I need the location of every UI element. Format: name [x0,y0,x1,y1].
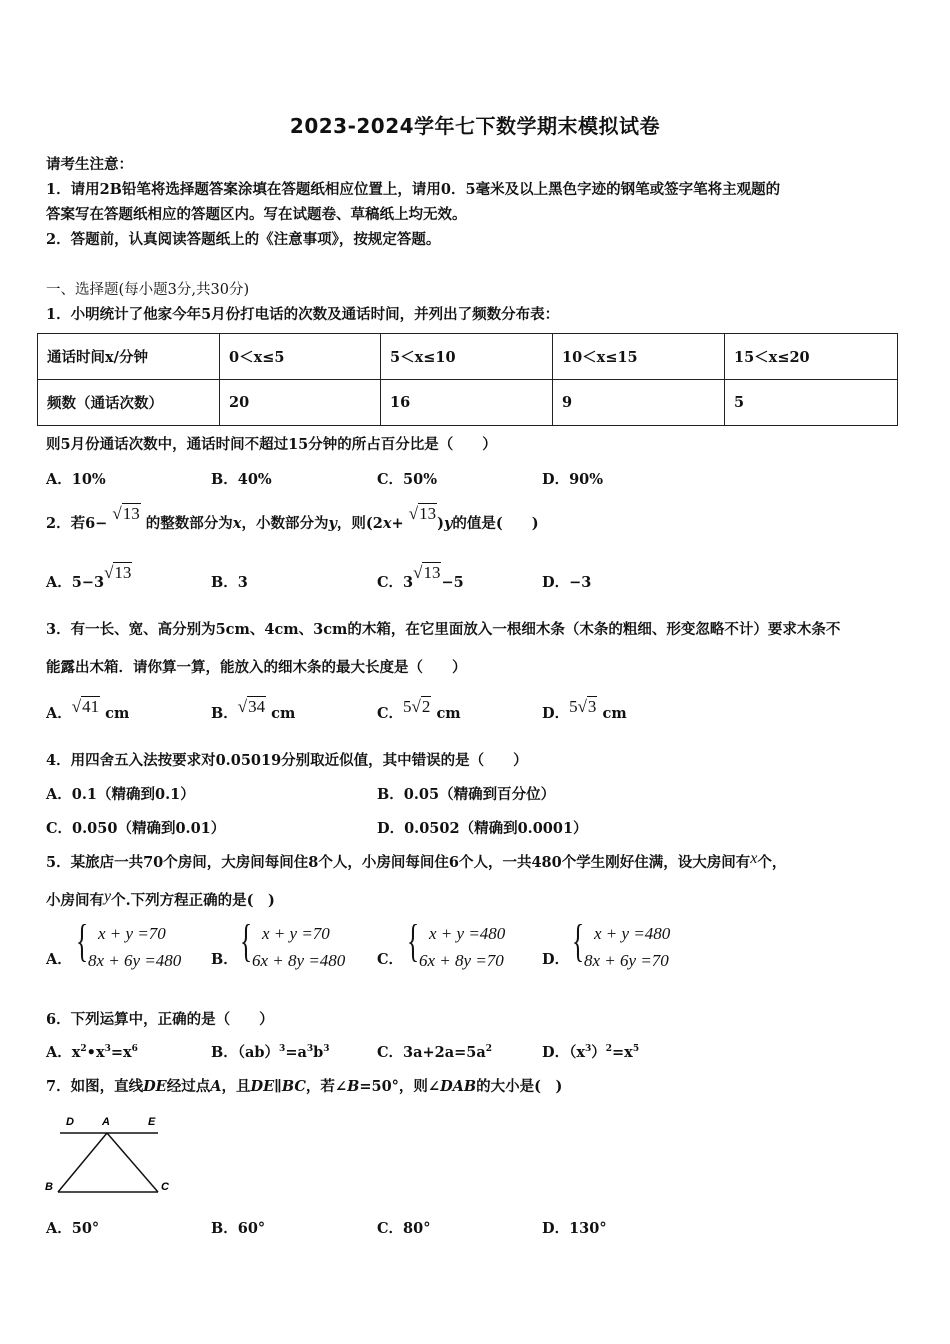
point-label-e: E [148,1116,156,1128]
point-label-a: A [102,1116,110,1128]
text: A．x [46,1044,81,1061]
sqrt-41: √41 [71,697,100,716]
table-cell: 0＜x≤5 [220,334,381,380]
sqrt-13: √13 [413,563,441,582]
q6-stem: 6．下列运算中，正确的是（ ） [46,1011,274,1028]
text: C．3a+2a=5a [377,1044,486,1061]
superscript: 2 [80,1044,87,1055]
section-heading: 一、选择题(每小题3分,共30分) [46,282,250,298]
q5-line-1 [46,851,786,872]
equation: x + y =70 [262,924,330,943]
q3-option-b [211,697,296,723]
text: =a [285,1044,307,1061]
var-x: x [750,850,758,867]
radicand: 13 [114,563,132,582]
q1-option-c: C．50% [377,471,437,488]
text: 经过点 [166,1078,211,1095]
q5-option-a-label: A． [46,951,72,968]
page-title: 2023-2024学年七下数学期末模拟试卷 [289,114,661,138]
q2-mid2: ，小数部分为 [241,515,329,532]
q6-option-d [542,1041,639,1062]
text: =x [612,1044,633,1061]
table-cell: 10＜x≤15 [553,334,725,380]
q7-option-c: C．80° [377,1220,431,1237]
var-y: y [104,888,112,905]
q1-option-a: A．10% [46,471,106,488]
text: •x [86,1044,105,1061]
q6-option-c [377,1041,492,1062]
q7-figure [40,1110,190,1200]
table-cell: 15＜x≤20 [725,334,898,380]
superscript: 3 [323,1044,330,1055]
q3-option-label: A． [46,705,72,722]
q7-option-a: A．50° [46,1220,100,1237]
table-cell: 5 [725,380,898,426]
text: ，若∠ [305,1078,348,1095]
q5-line-2-post: 个.下列方程正确的是( ) [111,892,275,909]
q1-option-d: D．90% [542,471,604,488]
plus: + [391,515,404,532]
equation: 8x + 6y =480 [88,951,182,970]
radicand: 3 [587,697,597,716]
superscript: 2 [605,1044,613,1055]
q2-mid3: ，则(2 [336,515,383,532]
unit: cm [105,705,130,722]
q4-option-d: D．0.0502（精确到0.0001） [377,820,588,837]
text: b [313,1044,324,1061]
radicand: 41 [82,697,100,716]
text: D．（x [542,1044,585,1061]
sqrt-34: √34 [237,697,266,716]
point-label-c: C [161,1181,169,1193]
q4-option-b: B．0.05（精确到百分位） [377,786,556,803]
q2-post3: 的值是( ) [452,515,539,532]
frequency-table [37,333,898,426]
q3-option-a [46,697,130,723]
q7-option-b: B．60° [211,1220,266,1237]
notice-line-2: 2．答题前，认真阅读答题纸上的《注意事项》，按规定答题。 [46,231,441,248]
radicand: 2 [421,697,431,716]
q2-pre: 2．若6− [46,515,108,532]
coef: 5 [403,697,412,716]
q3-option-label: C． [377,705,404,722]
q5-line-1-end: 个， [757,854,787,871]
q2-option-a-text: A．5−3 [46,574,105,591]
var: A [210,1078,222,1095]
sqrt-13: √13 [112,504,140,523]
superscript: 3 [104,1044,111,1055]
text: ） [591,1044,606,1061]
superscript: 2 [485,1044,493,1055]
radicand: 13 [122,504,140,523]
q6-option-a [46,1041,138,1062]
superscript: 6 [131,1044,138,1055]
var-x: x [232,515,242,532]
superscript: 3 [279,1044,286,1055]
table-cell: 通话时间x/分钟 [38,334,220,380]
q3-option-label: B． [211,705,238,722]
coef: 5 [569,697,578,716]
q5-option-d-label: D． [542,951,570,968]
sqrt-13: √13 [408,504,437,523]
var-y: y [443,515,453,532]
notice-heading: 请考生注意： [46,156,133,173]
equation: 6x + 8y =480 [252,951,346,970]
var: B [347,1078,360,1095]
notice-line-1: 1．请用2B铅笔将选择题答案涂填在答题纸相应位置上，请用0．5毫米及以上黑色字迹的钢笔或签字笔将主观题的 [46,181,781,198]
superscript: 3 [306,1044,314,1055]
sqrt-2: √2 [411,697,431,716]
var-y: y [328,515,337,532]
q2-mid: 的整数部分为 [145,515,233,532]
table-cell: 9 [553,380,725,426]
var: DE [143,1078,167,1095]
table-cell: 频数（通话次数） [38,380,220,426]
q5-line-2-pre: 小房间有 [46,892,104,909]
sqrt-3: √3 [577,697,597,716]
parallel-symbol: ∥ [274,1078,282,1095]
q5-line-1-text: 5．某旅店一共70个房间，大房间每间住8个人，小房间每间住6个人，一共480个学生刚好住满，设大房间有 [46,854,751,871]
var: DE [250,1078,275,1095]
q5-line-2 [46,889,275,910]
var: DAB [440,1078,477,1095]
unit: cm [271,705,296,722]
exam-page: 2023-2024学年七下数学期末模拟试卷 请考生注意： 1．请用2B铅笔将选择题答案涂填在答题纸相应位置上，请用0．5毫米及以上黑色字迹的钢笔或签字笔将主观题的 答案写在答题纸相应的答题区内。写在试题卷、草稿纸上均无效。 2．答题前，认真阅读答题纸上的《注意事项》，按规定答题。 一、选择题(每小题3分,共30分) 1．小明统计了他家今年5月份打电话的次数及通话时间，并列出了频数分布表： 通话时间x/分钟 0＜x≤5 5＜x≤10 10＜x≤15 15＜x≤20 频数（通话次数） 20 16 9 5 则5月份通话次数中，通话时间不超过15分钟的所占百分比是（ ） A．10% B．40% C．50% D．90% 2．若6− √13 的整数部分为x，小数部分为y，则(2x+ √13)y的值是( ) A．5−3√13 B．3 C．3√13−5 D．−3 3．有一长、宽、高分别为5cm、4cm、3cm的木箱，在它里面放入一根细木条（木条的粗细、形变忽略不计）要求木条不 能露出木箱．请你算一算，能放入的细木条的最大长度是（ ） A．√41 cm B．√34 cm C．5√2 cm D．5√3 cm 4．用四舍五入法按要求对0.05019分别取近似值，其中错误的是（ ） A．0.1（精确到0.1） B．0.05（精确到百分位） C．0.050（精确到0.01） D．0.0502（精确到0.0001） 5．某旅店一共70个房间，大房间每间住8个人，小房间每间住6个人，一共480个学生刚好住满，设大房间有x个， 小房间有y个.下列方程正确的是( ) A． { x + y =70 8x + 6y =480 B． { x + y =70 6x + 8y =480 C． { x + y =480 6x + 8y =70 D． { x + y =480 8x + 6y =70 6．下列运算中，正确的是（ ） A．$x^2•x^3=x^6$ B．$(ab)^3=a^3b^3$ C．$3a+2a=5a^2$ D．$(x^3)^2=x^5$ 7．如图，直线DE经过点A，且DE∥BC，若∠B=50°，则∠DAB的大小是( ) D A E B C A．50° B．60° C．80° D．130° [0,0,950,1344]
q4-option-a: A．0.1（精确到0.1） [46,786,195,803]
text: 的大小是( ) [476,1078,563,1095]
point-label-b: B [45,1181,53,1193]
q4-stem: 4．用四舍五入法按要求对0.05019分别取近似值，其中错误的是（ ） [46,752,528,769]
q5-option-c-label: C． [377,951,404,968]
segment-ab [58,1133,107,1192]
q7-option-d: D．130° [542,1220,607,1237]
q2-option-c [377,563,464,592]
text: B．（ab） [211,1044,280,1061]
q2-option-c-text: C．3 [377,574,414,591]
equation: x + y =480 [429,924,506,943]
q6-option-b [211,1041,330,1062]
superscript: 5 [632,1044,640,1055]
q5-option-b-label: B． [211,951,238,968]
point-label-d: D [66,1116,74,1128]
table-row [38,380,898,426]
table-cell: 20 [220,380,381,426]
q3-option-label: D． [542,705,570,722]
radicand: 34 [248,697,266,716]
equation: 6x + 8y =70 [419,951,504,970]
superscript: 3 [584,1044,592,1055]
table-row [38,334,898,380]
segment-ac [107,1133,158,1192]
q3-line-1: 3．有一长、宽、高分别为5cm、4cm、3cm的木箱，在它里面放入一根细木条（木条的粗细、形变忽略不计）要求木条不 [46,621,841,638]
q1-option-b: B．40% [211,471,272,488]
table-cell: 5＜x≤10 [381,334,553,380]
q3-option-d [542,697,627,723]
q2-stem [46,504,539,533]
q2-post: ) [437,515,444,532]
equation: x + y =70 [98,924,166,943]
radicand: 13 [423,563,441,582]
q1-stem: 1．小明统计了他家今年5月份打电话的次数及通话时间，并列出了频数分布表： [46,306,560,323]
table-cell: 16 [381,380,553,426]
equation: 8x + 6y =70 [584,951,669,970]
text: ，且 [221,1078,251,1095]
text: =50°，则∠ [359,1078,441,1095]
q2-option-a [46,563,132,592]
q2-option-b: B．3 [211,574,248,591]
q3-line-2: 能露出木箱．请你算一算，能放入的细木条的最大长度是（ ） [46,659,467,676]
q3-option-c [377,697,461,723]
q7-stem [46,1075,562,1096]
var: BC [281,1078,306,1095]
notice-line-1b: 答案写在答题纸相应的答题区内。写在试题卷、草稿纸上均无效。 [46,206,467,223]
text: =x [110,1044,132,1061]
equation: x + y =480 [594,924,671,943]
sqrt-13: √13 [104,563,132,582]
text: 7．如图，直线 [46,1078,144,1095]
unit: cm [436,705,461,722]
var-x: x [382,515,392,532]
q2-option-c-tail: −5 [441,574,464,591]
unit: cm [602,705,627,722]
q2-option-d: D．−3 [542,574,592,591]
q4-option-c: C．0.050（精确到0.01） [46,820,226,837]
radicand: 13 [419,504,437,523]
q1-question: 则5月份通话次数中，通话时间不超过15分钟的所占百分比是（ ） [46,436,497,453]
